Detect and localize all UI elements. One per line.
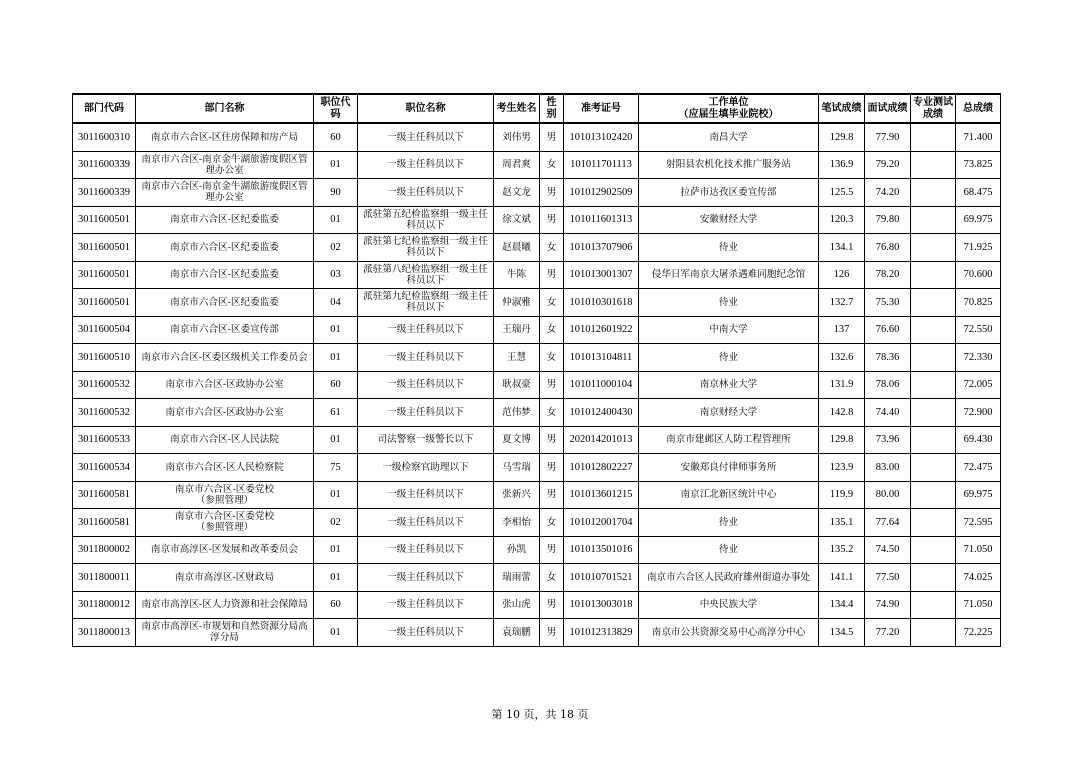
gender-cell: 男 [540, 591, 564, 619]
position-name-cell: 一级主任科员以下 [358, 179, 494, 207]
candidate-name-cell: 耿叔豪 [494, 371, 540, 399]
table-row [73, 316, 1001, 344]
dept-code-cell: 3011600532 [73, 399, 136, 427]
position-name-cell: 派驻第五纪检监察组一级主任科员以下 [358, 206, 494, 234]
dept-name-cell: 南京市六合区-区委区级机关工作委员会 [136, 344, 314, 372]
candidate-name-cell: 瑞雨蕾 [494, 564, 540, 592]
header-professional-score: 专业测试成绩 [911, 94, 956, 123]
candidate-name-cell: 王慧 [494, 344, 540, 372]
interview-score-cell: 78.06 [865, 371, 911, 399]
exam-number-cell: 101012802227 [564, 454, 639, 482]
work-unit-cell: 安徽郑良付律师事务所 [639, 454, 819, 482]
dept-code-cell: 3011600501 [73, 289, 136, 317]
exam-number-cell: 101013501016 [564, 536, 639, 564]
position-name-cell: 一级主任科员以下 [358, 344, 494, 372]
professional-score-cell [911, 261, 956, 289]
gender-cell: 女 [540, 151, 564, 179]
work-unit-cell: 南昌大学 [639, 123, 819, 151]
written-score-cell: 142.8 [819, 399, 865, 427]
exam-number-cell: 101013601215 [564, 481, 639, 509]
interview-score-cell: 83.00 [865, 454, 911, 482]
table-row [73, 234, 1001, 262]
total-score-cell: 72.225 [956, 619, 1001, 647]
dept-name-cell: 南京市六合区-区纪委监委 [136, 206, 314, 234]
total-score-cell: 71.050 [956, 591, 1001, 619]
work-unit-cell: 南京林业大学 [639, 371, 819, 399]
interview-score-cell: 78.36 [865, 344, 911, 372]
dept-name-cell: 南京市六合区-区人民法院 [136, 426, 314, 454]
table-row [73, 564, 1001, 592]
professional-score-cell [911, 399, 956, 427]
gender-cell: 女 [540, 344, 564, 372]
position-name-cell: 一级主任科员以下 [358, 123, 494, 151]
interview-score-cell: 74.20 [865, 179, 911, 207]
score-table-container [72, 93, 1000, 647]
interview-score-cell: 77.90 [865, 123, 911, 151]
total-score-cell: 72.550 [956, 316, 1001, 344]
exam-number-cell: 101013003018 [564, 591, 639, 619]
professional-score-cell [911, 454, 956, 482]
exam-number-cell: 101010701521 [564, 564, 639, 592]
table-row [73, 123, 1001, 151]
dept-code-cell: 3011600501 [73, 261, 136, 289]
position-name-cell: 一级主任科员以下 [358, 399, 494, 427]
work-unit-cell: 中南大学 [639, 316, 819, 344]
gender-cell: 男 [540, 206, 564, 234]
header-dept-name: 部门名称 [136, 94, 314, 123]
written-score-cell: 132.7 [819, 289, 865, 317]
position-name-cell: 派驻第八纪检监察组一级主任科员以下 [358, 261, 494, 289]
position-code-cell: 61 [314, 399, 358, 427]
gender-cell: 女 [540, 509, 564, 537]
written-score-cell: 123.9 [819, 454, 865, 482]
table-row [73, 399, 1001, 427]
dept-name-cell: 南京市六合区-区纪委监委 [136, 234, 314, 262]
total-score-cell: 71.050 [956, 536, 1001, 564]
written-score-cell: 131.9 [819, 371, 865, 399]
written-score-cell: 120.3 [819, 206, 865, 234]
position-code-cell: 01 [314, 151, 358, 179]
dept-name-cell: 南京市六合区-区纪委监委 [136, 261, 314, 289]
total-score-cell: 69.430 [956, 426, 1001, 454]
written-score-cell: 119.9 [819, 481, 865, 509]
table-row [73, 179, 1001, 207]
table-row [73, 206, 1001, 234]
work-unit-cell: 中央民族大学 [639, 591, 819, 619]
exam-number-cell: 101013001307 [564, 261, 639, 289]
dept-code-cell: 3011600501 [73, 206, 136, 234]
header-work-unit: 工作单位 （应届生填毕业院校） [639, 94, 819, 123]
interview-score-cell: 77.20 [865, 619, 911, 647]
table-row [73, 371, 1001, 399]
work-unit-cell: 拉萨市达孜区委宣传部 [639, 179, 819, 207]
professional-score-cell [911, 371, 956, 399]
interview-score-cell: 76.60 [865, 316, 911, 344]
table-row [73, 454, 1001, 482]
candidate-name-cell: 刘伟男 [494, 123, 540, 151]
header-gender: 性别 [540, 94, 564, 123]
page-footer: 第 10 页，共 18 页 [491, 708, 589, 721]
interview-score-cell: 79.20 [865, 151, 911, 179]
dept-code-cell: 3011800011 [73, 564, 136, 592]
gender-cell: 女 [540, 289, 564, 317]
candidate-name-cell: 王瑞丹 [494, 316, 540, 344]
interview-score-cell: 79.80 [865, 206, 911, 234]
dept-name-cell: 南京市六合区-区纪委监委 [136, 289, 314, 317]
dept-name-cell: 南京市六合区-区政协办公室 [136, 371, 314, 399]
exam-number-cell: 101013707906 [564, 234, 639, 262]
position-code-cell: 90 [314, 179, 358, 207]
dept-name-cell: 南京市六合区-区住房保障和房产局 [136, 123, 314, 151]
written-score-cell: 129.8 [819, 426, 865, 454]
total-score-cell: 68.475 [956, 179, 1001, 207]
table-row [73, 344, 1001, 372]
dept-code-cell: 3011800012 [73, 591, 136, 619]
dept-code-cell: 3011600581 [73, 481, 136, 509]
work-unit-cell: 待业 [639, 289, 819, 317]
exam-number-cell: 101011701113 [564, 151, 639, 179]
table-row [73, 261, 1001, 289]
total-score-cell: 71.400 [956, 123, 1001, 151]
interview-score-cell: 75.30 [865, 289, 911, 317]
professional-score-cell [911, 206, 956, 234]
professional-score-cell [911, 316, 956, 344]
position-name-cell: 一级主任科员以下 [358, 481, 494, 509]
dept-code-cell: 3011800002 [73, 536, 136, 564]
gender-cell: 男 [540, 123, 564, 151]
professional-score-cell [911, 509, 956, 537]
position-name-cell: 一级主任科员以下 [358, 509, 494, 537]
interview-score-cell: 74.50 [865, 536, 911, 564]
total-score-cell: 72.900 [956, 399, 1001, 427]
dept-name-cell: 南京市六合区-区委党校 （参照管理） [136, 509, 314, 537]
interview-score-cell: 80.00 [865, 481, 911, 509]
dept-name-cell: 南京市高淳区-市规划和自然资源分局高淳分局 [136, 619, 314, 647]
gender-cell: 男 [540, 179, 564, 207]
table-row [73, 509, 1001, 537]
gender-cell: 男 [540, 481, 564, 509]
dept-name-cell: 南京市六合区-区政协办公室 [136, 399, 314, 427]
candidate-name-cell: 徐文斌 [494, 206, 540, 234]
total-score-cell: 72.595 [956, 509, 1001, 537]
table-row [73, 591, 1001, 619]
interview-score-cell: 74.90 [865, 591, 911, 619]
written-score-cell: 134.4 [819, 591, 865, 619]
total-score-cell: 72.475 [956, 454, 1001, 482]
written-score-cell: 134.5 [819, 619, 865, 647]
dept-name-cell: 南京市六合区-南京金牛湖旅游度假区管理办公室 [136, 151, 314, 179]
written-score-cell: 129.8 [819, 123, 865, 151]
exam-number-cell: 101013104811 [564, 344, 639, 372]
total-score-cell: 71.925 [956, 234, 1001, 262]
interview-score-cell: 77.50 [865, 564, 911, 592]
dept-code-cell: 3011800013 [73, 619, 136, 647]
position-name-cell: 一级主任科员以下 [358, 371, 494, 399]
position-code-cell: 01 [314, 426, 358, 454]
dept-code-cell: 3011600501 [73, 234, 136, 262]
dept-code-cell: 3011600510 [73, 344, 136, 372]
exam-number-cell: 101010301618 [564, 289, 639, 317]
candidate-name-cell: 孙凯 [494, 536, 540, 564]
header-exam-number: 准考证号 [564, 94, 639, 123]
candidate-name-cell: 赵文龙 [494, 179, 540, 207]
work-unit-cell: 南京市建邺区人防工程管理所 [639, 426, 819, 454]
candidate-name-cell: 张新兴 [494, 481, 540, 509]
professional-score-cell [911, 289, 956, 317]
header-written-score: 笔试成绩 [819, 94, 865, 123]
professional-score-cell [911, 536, 956, 564]
exam-number-cell: 101012400430 [564, 399, 639, 427]
written-score-cell: 134.1 [819, 234, 865, 262]
table-row [73, 619, 1001, 647]
dept-code-cell: 3011600533 [73, 426, 136, 454]
position-name-cell: 一级主任科员以下 [358, 316, 494, 344]
written-score-cell: 126 [819, 261, 865, 289]
work-unit-cell: 待业 [639, 234, 819, 262]
dept-name-cell: 南京市六合区-南京金牛湖旅游度假区管理办公室 [136, 179, 314, 207]
table-header-row [73, 94, 1001, 123]
header-total-score: 总成绩 [956, 94, 1001, 123]
interview-score-cell: 78.20 [865, 261, 911, 289]
total-score-cell: 70.825 [956, 289, 1001, 317]
total-score-cell: 69.975 [956, 206, 1001, 234]
professional-score-cell [911, 234, 956, 262]
dept-code-cell: 3011600310 [73, 123, 136, 151]
candidate-name-cell: 夏文博 [494, 426, 540, 454]
position-code-cell: 03 [314, 261, 358, 289]
work-unit-cell: 射阳县农机化技术推广服务站 [639, 151, 819, 179]
professional-score-cell [911, 179, 956, 207]
header-position-name: 职位名称 [358, 94, 494, 123]
position-code-cell: 60 [314, 123, 358, 151]
gender-cell: 女 [540, 399, 564, 427]
candidate-name-cell: 张山虎 [494, 591, 540, 619]
gender-cell: 女 [540, 316, 564, 344]
gender-cell: 女 [540, 564, 564, 592]
table-row [73, 426, 1001, 454]
professional-score-cell [911, 564, 956, 592]
dept-code-cell: 3011600581 [73, 509, 136, 537]
work-unit-cell: 南京市公共资源交易中心高淳分中心 [639, 619, 819, 647]
work-unit-cell: 南京财经大学 [639, 399, 819, 427]
header-interview-score: 面试成绩 [865, 94, 911, 123]
exam-number-cell: 101011601313 [564, 206, 639, 234]
position-name-cell: 一级主任科员以下 [358, 151, 494, 179]
position-name-cell: 一级主任科员以下 [358, 536, 494, 564]
written-score-cell: 137 [819, 316, 865, 344]
exam-number-cell: 101012313829 [564, 619, 639, 647]
candidate-name-cell: 赵晨曦 [494, 234, 540, 262]
position-code-cell: 01 [314, 316, 358, 344]
candidate-name-cell: 周君爽 [494, 151, 540, 179]
professional-score-cell [911, 123, 956, 151]
written-score-cell: 132.6 [819, 344, 865, 372]
dept-name-cell: 南京市高淳区-区人力资源和社会保障局 [136, 591, 314, 619]
exam-number-cell: 101012902509 [564, 179, 639, 207]
total-score-cell: 69.975 [956, 481, 1001, 509]
position-code-cell: 01 [314, 344, 358, 372]
work-unit-cell: 安徽财经大学 [639, 206, 819, 234]
total-score-cell: 72.005 [956, 371, 1001, 399]
interview-score-cell: 76.80 [865, 234, 911, 262]
total-score-cell: 70.600 [956, 261, 1001, 289]
written-score-cell: 141.1 [819, 564, 865, 592]
candidate-name-cell: 仲淑雅 [494, 289, 540, 317]
candidate-name-cell: 马雪瑞 [494, 454, 540, 482]
dept-name-cell: 南京市六合区-区人民检察院 [136, 454, 314, 482]
work-unit-cell: 待业 [639, 344, 819, 372]
dept-name-cell: 南京市高淳区-区发展和改革委员会 [136, 536, 314, 564]
dept-code-cell: 3011600534 [73, 454, 136, 482]
position-name-cell: 一级检察官助理以下 [358, 454, 494, 482]
table-row [73, 151, 1001, 179]
exam-number-cell: 101012601922 [564, 316, 639, 344]
dept-code-cell: 3011600504 [73, 316, 136, 344]
position-name-cell: 派驻第九纪检监察组一级主任科员以下 [358, 289, 494, 317]
written-score-cell: 135.1 [819, 509, 865, 537]
interview-score-cell: 77.64 [865, 509, 911, 537]
written-score-cell: 125.5 [819, 179, 865, 207]
total-score-cell: 73.825 [956, 151, 1001, 179]
dept-code-cell: 3011600339 [73, 179, 136, 207]
candidate-name-cell: 袁瑞鹏 [494, 619, 540, 647]
candidate-name-cell: 李相怡 [494, 509, 540, 537]
gender-cell: 男 [540, 454, 564, 482]
total-score-cell: 74.025 [956, 564, 1001, 592]
exam-number-cell: 101012001704 [564, 509, 639, 537]
dept-code-cell: 3011600532 [73, 371, 136, 399]
dept-name-cell: 南京市高淳区-区财政局 [136, 564, 314, 592]
table-row [73, 289, 1001, 317]
work-unit-cell: 待业 [639, 536, 819, 564]
position-code-cell: 02 [314, 509, 358, 537]
dept-name-cell: 南京市六合区-区委宣传部 [136, 316, 314, 344]
position-code-cell: 01 [314, 481, 358, 509]
work-unit-cell: 待业 [639, 509, 819, 537]
position-code-cell: 60 [314, 371, 358, 399]
position-code-cell: 60 [314, 591, 358, 619]
table-row [73, 536, 1001, 564]
position-code-cell: 01 [314, 206, 358, 234]
dept-code-cell: 3011600339 [73, 151, 136, 179]
header-position-code: 职位代码 [314, 94, 358, 123]
candidate-name-cell: 范伟梦 [494, 399, 540, 427]
gender-cell: 男 [540, 536, 564, 564]
total-score-cell: 72.330 [956, 344, 1001, 372]
table-row [73, 481, 1001, 509]
gender-cell: 男 [540, 619, 564, 647]
professional-score-cell [911, 151, 956, 179]
work-unit-cell: 侵华日军南京大屠杀遇难同胞纪念馆 [639, 261, 819, 289]
work-unit-cell: 南京市六合区人民政府雄州街道办事处 [639, 564, 819, 592]
professional-score-cell [911, 619, 956, 647]
position-code-cell: 75 [314, 454, 358, 482]
interview-score-cell: 73.96 [865, 426, 911, 454]
exam-number-cell: 101011000104 [564, 371, 639, 399]
professional-score-cell [911, 426, 956, 454]
gender-cell: 男 [540, 261, 564, 289]
gender-cell: 男 [540, 371, 564, 399]
professional-score-cell [911, 344, 956, 372]
candidate-name-cell: 牛陈 [494, 261, 540, 289]
exam-number-cell: 101013102420 [564, 123, 639, 151]
position-code-cell: 01 [314, 536, 358, 564]
interview-score-cell: 74.40 [865, 399, 911, 427]
position-name-cell: 派驻第七纪检监察组一级主任科员以下 [358, 234, 494, 262]
position-name-cell: 一级主任科员以下 [358, 564, 494, 592]
written-score-cell: 135.2 [819, 536, 865, 564]
dept-name-cell: 南京市六合区-区委党校 （参照管理） [136, 481, 314, 509]
table-body [73, 123, 1001, 646]
gender-cell: 男 [540, 426, 564, 454]
professional-score-cell [911, 591, 956, 619]
work-unit-cell: 南京江北新区统计中心 [639, 481, 819, 509]
position-name-cell: 司法警察一级警长以下 [358, 426, 494, 454]
position-code-cell: 01 [314, 619, 358, 647]
written-score-cell: 136.9 [819, 151, 865, 179]
position-code-cell: 04 [314, 289, 358, 317]
score-table [72, 93, 1001, 647]
position-name-cell: 一级主任科员以下 [358, 591, 494, 619]
position-name-cell: 一级主任科员以下 [358, 619, 494, 647]
exam-number-cell: 202014201013 [564, 426, 639, 454]
position-code-cell: 01 [314, 564, 358, 592]
header-candidate-name: 考生姓名 [494, 94, 540, 123]
gender-cell: 女 [540, 234, 564, 262]
professional-score-cell [911, 481, 956, 509]
header-dept-code: 部门代码 [73, 94, 136, 123]
position-code-cell: 02 [314, 234, 358, 262]
